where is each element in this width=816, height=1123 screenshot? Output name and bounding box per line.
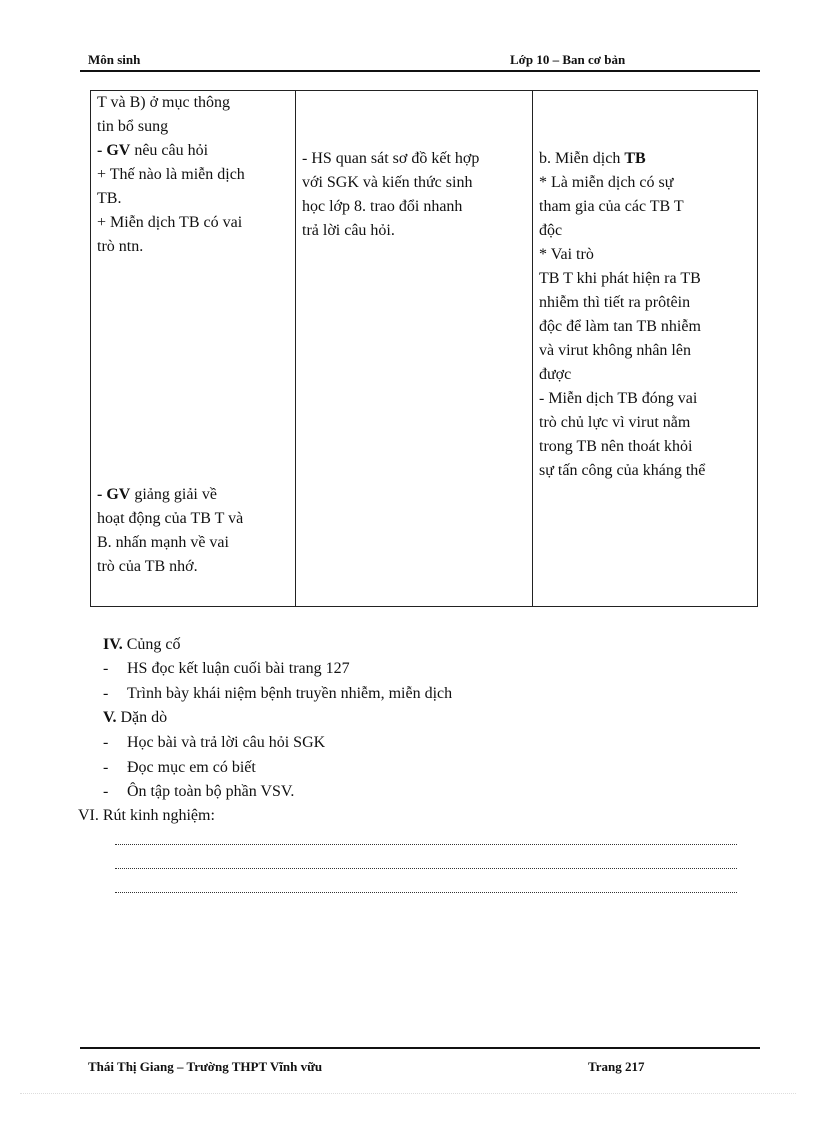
content-line: được <box>539 366 572 383</box>
content-heading <box>539 147 751 171</box>
list-item: - HS đọc kết luận cuối bài trang 127 <box>103 660 350 677</box>
teacher-activity-bottom <box>97 483 289 579</box>
list-item: - Ôn tập toàn bộ phần VSV. <box>103 783 295 800</box>
header-subject: Môn sinh <box>88 52 141 67</box>
section-number: V. <box>103 709 117 726</box>
student-line: trả lời câu hỏi. <box>302 222 395 239</box>
list-item-text: HS đọc kết luận cuối bài trang 127 <box>127 660 350 677</box>
teacher-activity-cell <box>91 91 296 607</box>
footer-author: Thái Thị Giang – Trường THPT Vĩnh vữu <box>88 1059 323 1074</box>
teacher-line: + Miễn dịch TB có vai <box>97 214 243 231</box>
student-activity-cell <box>296 91 533 607</box>
content-line: * Là miễn dịch có sự <box>539 174 674 191</box>
content-line: - Miễn dịch TB đóng vai <box>539 390 698 407</box>
section-iv-title <box>103 633 181 657</box>
list-item: - Đọc mục em có biết <box>103 759 256 776</box>
teacher-line: trò của TB nhớ. <box>97 558 198 575</box>
dotted-line <box>115 892 737 893</box>
bottom-divider <box>20 1093 796 1094</box>
content-line: trò chủ lực vì virut nằm <box>539 414 691 431</box>
teacher-line: hoạt động của TB T và <box>97 510 244 527</box>
student-line: - HS quan sát sơ đồ kết hợp <box>302 150 480 167</box>
content-line: độc <box>539 222 563 239</box>
gv-text: nêu câu hỏi <box>130 142 209 159</box>
content-line: tham gia của các TB T <box>539 198 684 215</box>
gv-label: - GV <box>97 142 131 159</box>
dotted-line <box>115 868 737 869</box>
table-row <box>91 91 758 607</box>
section-vi-title: VI. Rút kinh nghiệm: <box>78 807 215 824</box>
heading-bold: TB <box>624 150 646 167</box>
lesson-table <box>90 90 758 607</box>
section-v-title <box>103 706 167 730</box>
list-item-text: Đọc mục em có biết <box>127 759 256 776</box>
teacher-line: trò ntn. <box>97 238 144 255</box>
header-grade: Lớp 10 – Ban cơ bản <box>510 52 626 67</box>
content-line: * Vai trò <box>539 246 594 263</box>
gv-label: - GV <box>97 486 131 503</box>
section-title-text: Dặn dò <box>116 709 168 726</box>
teacher-line: B. nhấn mạnh về vai <box>97 534 229 551</box>
heading-prefix: b. Miễn dịch <box>539 150 625 167</box>
content-line: và virut không nhân lên <box>539 342 691 359</box>
teacher-line: T và B) ở mục thông <box>97 94 231 111</box>
footer-page-number: Trang 217 <box>588 1059 645 1074</box>
content-block <box>539 147 751 483</box>
content-line: trong TB nên thoát khỏi <box>539 438 693 455</box>
student-line: học lớp 8. trao đổi nhanh <box>302 198 463 215</box>
student-activity <box>302 147 526 243</box>
page-header <box>80 50 760 72</box>
teacher-line: TB. <box>97 190 122 207</box>
dotted-line <box>115 844 737 845</box>
page-footer <box>80 1047 760 1074</box>
list-item-text: Trình bày khái niệm bệnh truyền nhiễm, miễn dịch <box>127 685 453 702</box>
list-item-text: Học bài và trả lời câu hỏi SGK <box>127 734 326 751</box>
teacher-gv-question <box>97 139 289 163</box>
content-line: độc để làm tan TB nhiễm <box>539 318 701 335</box>
content-cell <box>533 91 758 607</box>
teacher-gv-explain <box>97 483 289 507</box>
gv-text: giảng giải về <box>130 486 217 503</box>
student-line: với SGK và kiến thức sinh <box>302 174 473 191</box>
list-item: - Học bài và trả lời câu hỏi SGK <box>103 734 326 751</box>
content-line: sự tấn công của kháng thể <box>539 462 706 479</box>
list-item-text: Ôn tập toàn bộ phần VSV. <box>127 783 295 800</box>
content-line: TB T khi phát hiện ra TB <box>539 270 701 287</box>
teacher-line: tin bổ sung <box>97 118 169 135</box>
section-title-text: Củng cố <box>122 636 181 653</box>
list-item: - Trình bày khái niệm bệnh truyền nhiễm, miễn dịch <box>103 685 453 702</box>
section-number: IV. <box>103 636 123 653</box>
teacher-activity-top <box>97 91 289 259</box>
teacher-line: + Thế nào là miễn dịch <box>97 166 245 183</box>
content-line: nhiễm thì tiết ra prôtêin <box>539 294 691 311</box>
